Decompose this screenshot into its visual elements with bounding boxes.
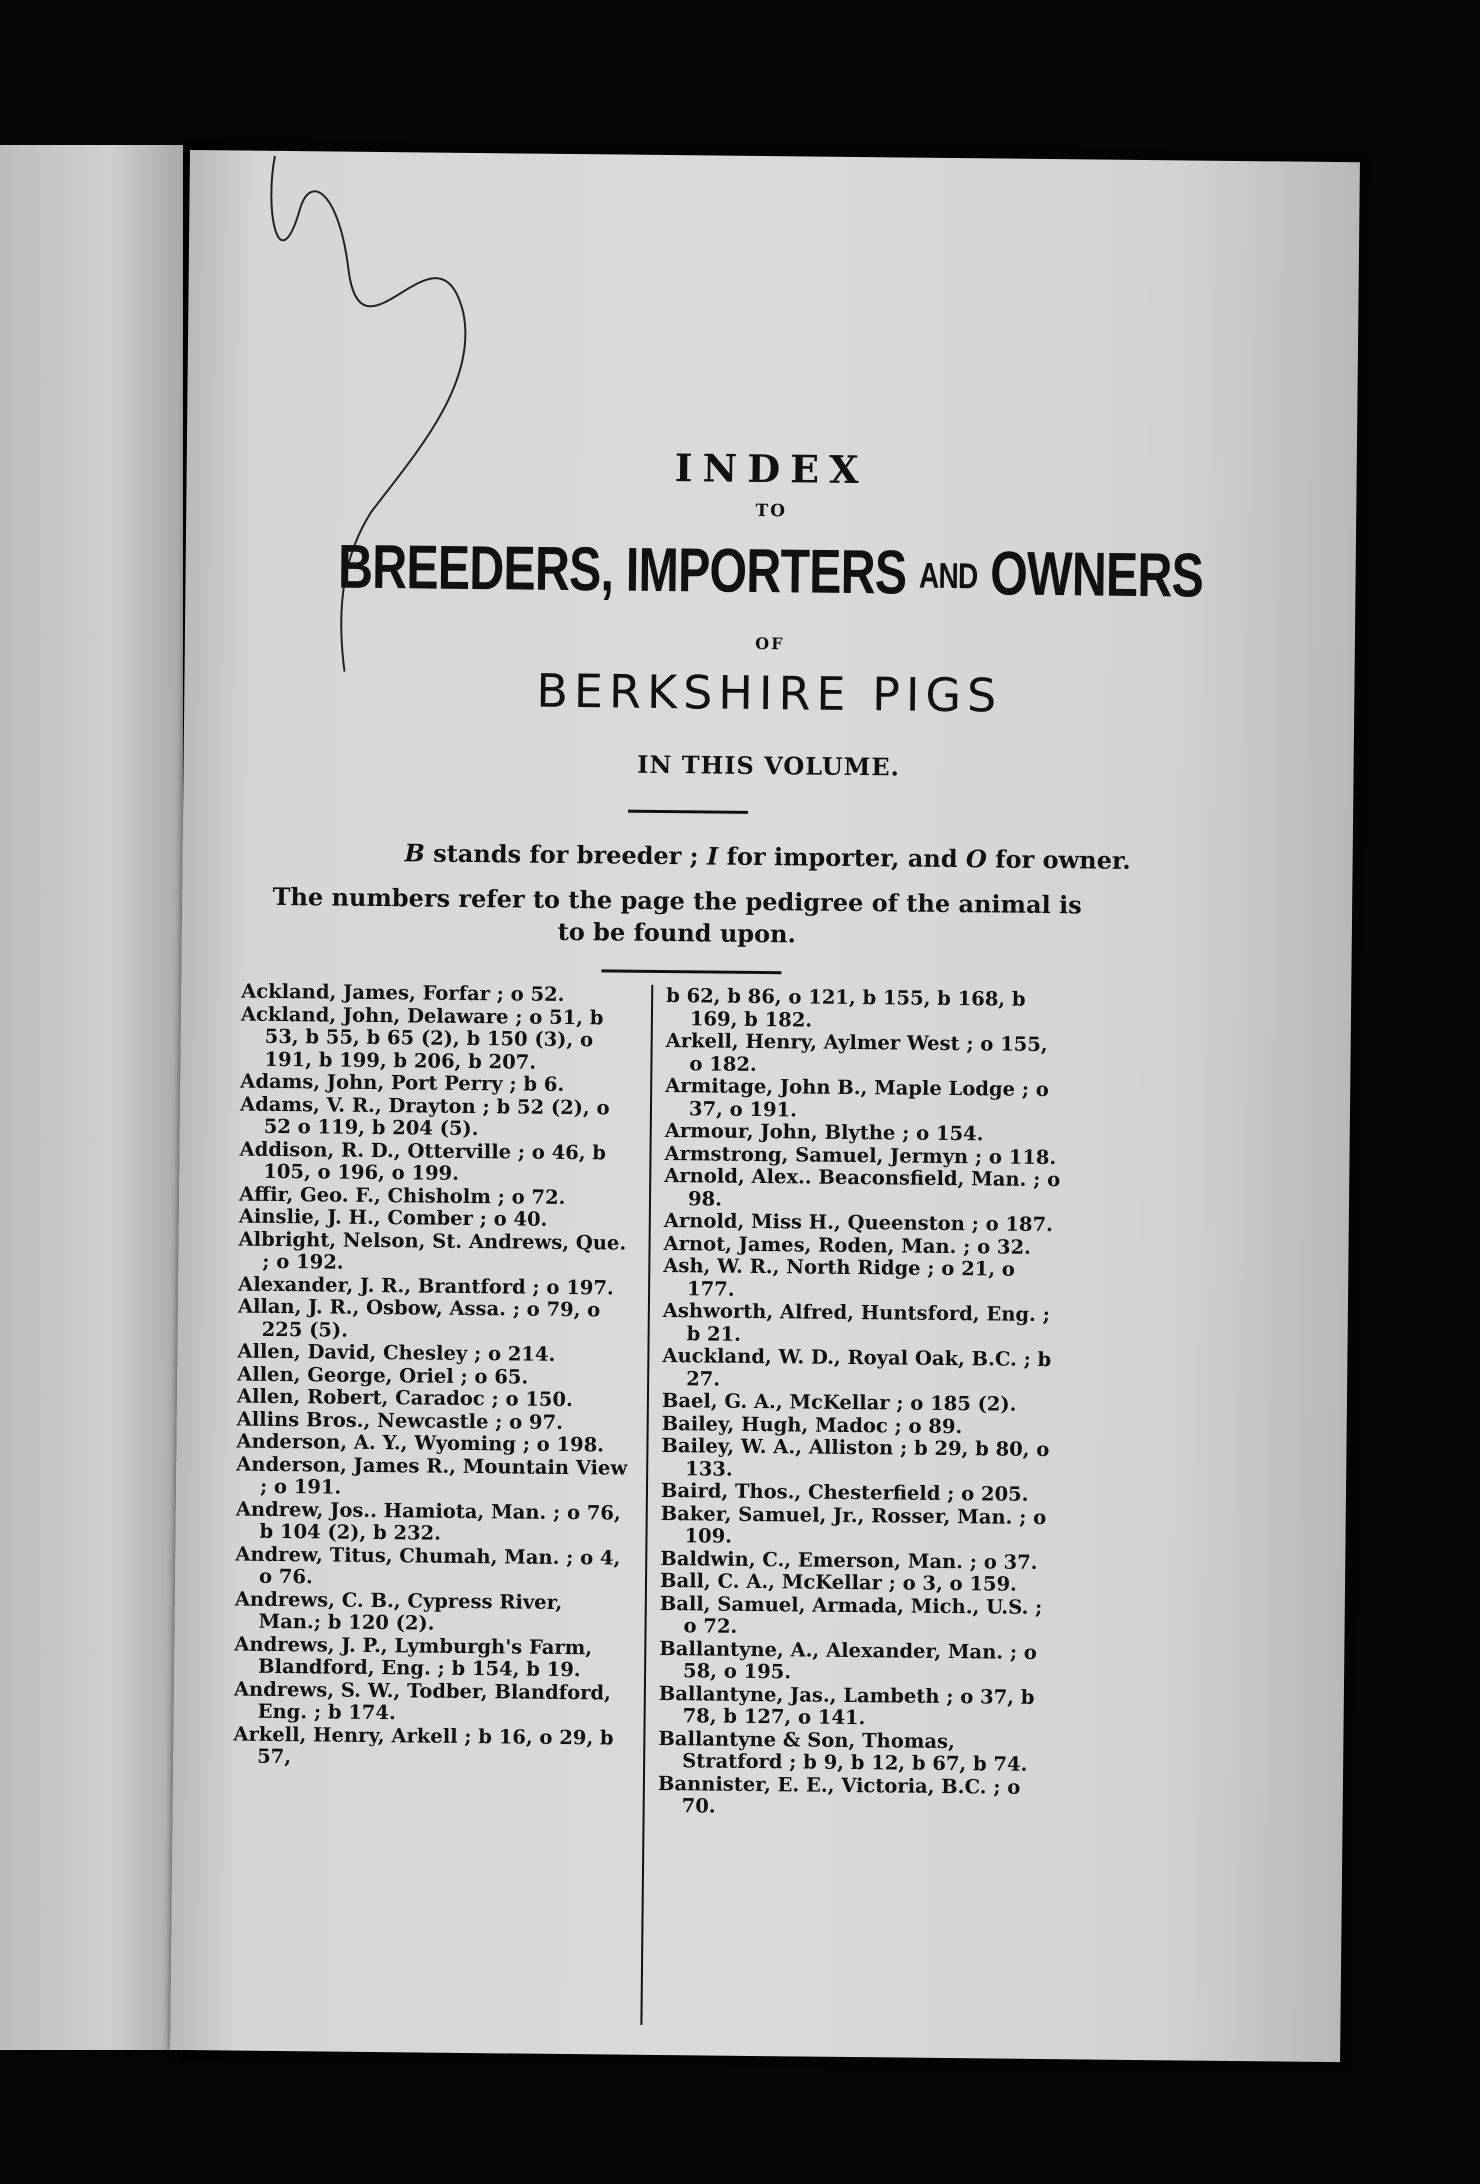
volume-subtitle: IN THIS VOLUME. — [637, 749, 901, 782]
legend-i-text: for importer, and — [718, 841, 967, 874]
index-entry: Ball, Samuel, Armada, Mich., U.S. ; o 72. — [659, 1591, 1043, 1638]
index-entry: Bailey, Hugh, Madoc ; o 89. — [661, 1411, 963, 1438]
index-entry: Affir, Geo. F., Chisholm ; o 72. — [238, 1182, 566, 1209]
index-entry: Bailey, W. A., Alliston ; b 29, b 80, o 133. — [661, 1434, 1050, 1481]
of-label: OF — [755, 633, 785, 654]
index-entry: Andrews, C. B., Cypress River, Man.; b 120 (2). — [234, 1587, 563, 1635]
index-entry: b 62, b 86, o 121, b 155, b 168, b 169, b 182. — [666, 984, 1026, 1032]
title-and: AND — [918, 554, 978, 597]
index-entry: Arnot, James, Roden, Man. ; o 32. — [663, 1231, 1032, 1259]
adjacent-page — [0, 145, 183, 2050]
index-column-left — [233, 981, 636, 1773]
legend-line — [183, 836, 1353, 877]
legend-o: O — [965, 844, 988, 874]
index-entry: Baird, Thos., Chesterfield ; o 205. — [660, 1479, 1029, 1506]
index-entry: Adams, John, Port Perry ; b 6. — [240, 1069, 565, 1096]
index-entry: Andrew, Jos.. Hamiota, Man. ; o 76, b 104 (2), b 232. — [235, 1497, 621, 1545]
index-entry: Ball, C. A., McKellar ; o 3, o 159. — [659, 1569, 1018, 1596]
index-entry: Albright, Nelson, St. Andrews, Que. ; o 192. — [238, 1227, 627, 1274]
index-entry: Addison, R. D., Otterville ; o 46, b 105, o 196, o 199. — [239, 1137, 607, 1185]
divider-rule-2 — [601, 969, 781, 974]
to-label: TO — [755, 500, 788, 522]
title-part-1: BREEDERS, IMPORTERS — [337, 532, 907, 608]
index-entry: Andrew, Titus, Chumah, Man. ; o 4, o 76. — [235, 1542, 621, 1589]
index-entry: Arnold, Miss H., Queenston ; o 187. — [663, 1209, 1054, 1237]
divider-rule — [628, 810, 748, 814]
legend-b-text: stands for breeder ; — [424, 838, 708, 871]
index-entry: Andrews, S. W., Todber, Blandford, Eng. ; b 174. — [233, 1677, 611, 1725]
index-entry: Allen, David, Chesley ; o 214. — [237, 1339, 556, 1366]
index-entry: Armour, John, Blythe ; o 154. — [664, 1119, 984, 1146]
index-entry: Baker, Samuel, Jr., Rosser, Man. ; o 109. — [660, 1501, 1047, 1548]
index-entry: Allen, George, Oriel ; o 65. — [237, 1362, 529, 1389]
index-entry: Ackland, John, Delaware ; o 51, b 53, b 55, b 65 (2), b 150 (3), o 191, b 199, b 206, b 207. — [240, 1002, 604, 1074]
index-entry: Anderson, James R., Mountain View ; o 191. — [236, 1452, 628, 1499]
index-entry: Auckland, W. D., Royal Oak, B.C. ; b 27. — [662, 1344, 1052, 1391]
index-entry: Arnold, Alex.. Beaconsfield, Man. ; o 98. — [664, 1164, 1061, 1211]
main-title — [314, 531, 1227, 612]
index-entry: Armstrong, Samuel, Jermyn ; o 118. — [664, 1141, 1057, 1169]
legend-b: B — [404, 838, 425, 868]
index-page — [170, 150, 1360, 2062]
index-entry: Ballantyne, A., Alexander, Man. ; o 58, o 195. — [659, 1636, 1038, 1684]
index-entry: Adams, V. R., Drayton ; b 52 (2), o 52 o 119, b 204 (5). — [239, 1092, 610, 1141]
index-entry: Ballantyne, Jas., Lambeth ; o 37, b 78, b 127, o 141. — [658, 1681, 1035, 1730]
index-entry: Bannister, E. E., Victoria, B.C. ; o 70. — [657, 1771, 1021, 1818]
legend-i: I — [706, 841, 719, 871]
title-part-2: OWNERS — [989, 539, 1204, 611]
index-entry: Armitage, John B., Maple Lodge ; o 37, o 191. — [665, 1074, 1049, 1121]
index-entry: Ainslie, J. H., Comber ; o 40. — [238, 1204, 548, 1231]
index-entry: Arkell, Henry, Arkell ; b 16, o 29, b 57, — [233, 1722, 614, 1769]
index-entry: Alexander, J. R., Brantford ; o 197. — [238, 1272, 614, 1299]
index-entry: Allan, J. R., Osbow, Assa. ; o 79, o 225 (5). — [237, 1294, 601, 1342]
index-column-right — [658, 985, 1067, 1822]
index-entry: Ackland, James, Forfar ; o 52. — [241, 979, 565, 1006]
index-entry: Ballantyne & Son, Thomas, Stratford ; b 9, b 12, b 67, b 74. — [658, 1726, 1028, 1776]
index-entry: Andrews, J. P., Lymburgh's Farm, Blandford, Eng. ; b 154, b 19. — [234, 1632, 593, 1682]
index-entry: Bael, G. A., McKellar ; o 185 (2). — [661, 1389, 1017, 1416]
subject-title: BERKSHIRE PIGS — [536, 663, 1003, 723]
legend-o-text: for owner. — [986, 844, 1131, 875]
index-heading: INDEX — [674, 445, 869, 493]
legend-note: The numbers refer to the page the pedigree of the animal is to be found upon. — [272, 881, 1082, 949]
index-entry: Ash, W. R., North Ridge ; o 21, o 177. — [663, 1254, 1015, 1301]
index-entry: Allins Bros., Newcastle ; o 97. — [236, 1407, 564, 1434]
column-divider — [640, 985, 653, 2025]
index-entry: Ashworth, Alfred, Huntsford, Eng. ; b 21. — [662, 1299, 1051, 1346]
index-entry: Arkell, Henry, Aylmer West ; o 155, o 182. — [665, 1029, 1048, 1076]
index-entry: Anderson, A. Y., Wyoming ; o 198. — [236, 1429, 605, 1457]
index-entry: Baldwin, C., Emerson, Man. ; o 37. — [660, 1546, 1038, 1574]
index-entry: Allen, Robert, Caradoc ; o 150. — [236, 1384, 573, 1412]
